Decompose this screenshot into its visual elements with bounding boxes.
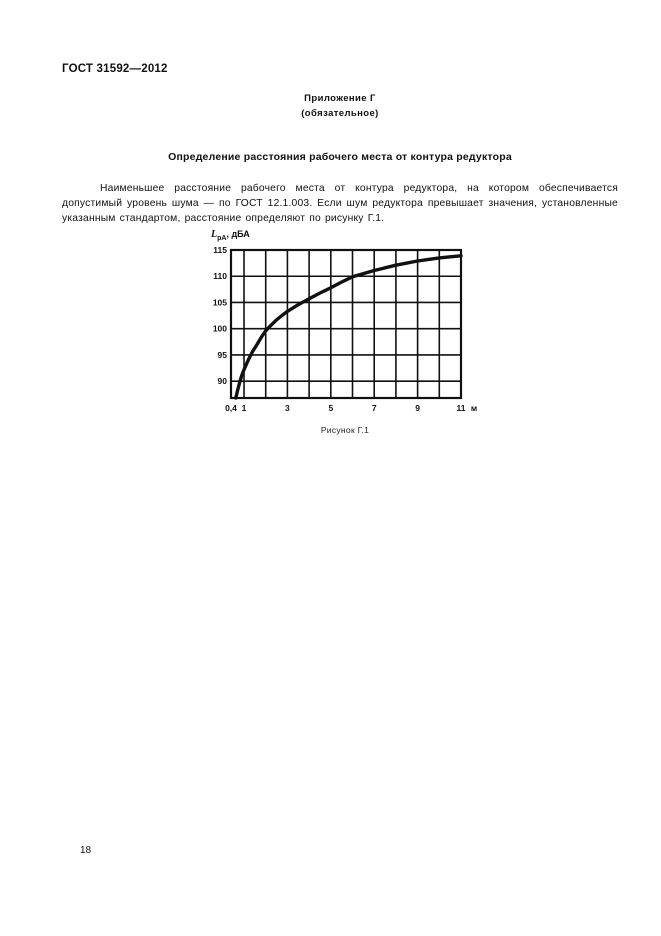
x-tick-label: 9 <box>415 403 420 413</box>
x-axis-unit-label: м <box>470 403 478 413</box>
y-axis-label <box>211 229 250 242</box>
annex-block <box>62 91 618 121</box>
noise-level-curve <box>236 256 461 398</box>
y-tick-label: 90 <box>217 376 227 387</box>
y-axis-unit: , дБА <box>226 229 250 239</box>
x-tick-label: 5 <box>328 403 334 413</box>
y-axis-symbol: L <box>211 229 218 240</box>
annex-subtitle: (обязательное) <box>301 108 379 119</box>
page-number: 18 <box>80 845 92 856</box>
figure-caption: Рисунок Г.1 <box>320 425 370 435</box>
y-tick-label: 110 <box>213 271 227 282</box>
x-tick-label: 0,4 <box>225 403 237 413</box>
figure-chart <box>195 228 495 425</box>
y-tick-label: 100 <box>212 323 227 334</box>
x-tick-label: 1 <box>241 403 247 413</box>
x-tick-label: 7 <box>371 403 377 413</box>
y-tick-label: 95 <box>217 349 227 360</box>
figure <box>195 228 495 425</box>
y-axis-subscript: pA <box>217 234 227 242</box>
y-tick-label: 105 <box>212 297 227 308</box>
x-tick-label: 3 <box>285 403 290 413</box>
body-paragraph: Наименьшее расстояние рабочего места от контура редуктора, на котором обеспечивается допустимый уровень шума — по ГОСТ 12.1.003. Если шум редуктора превышает значения, установленные указанным стандартом, расстояние определяют по рисунку Г.1. <box>62 183 618 224</box>
annex-title: Приложение Г <box>304 93 376 104</box>
y-tick-label: 115 <box>213 245 227 255</box>
standard-code: ГОСТ 31592—2012 <box>62 63 168 75</box>
x-tick-label: 11 <box>456 403 466 413</box>
section-title: Определение расстояния рабочего места от контура редуктора <box>168 151 512 163</box>
